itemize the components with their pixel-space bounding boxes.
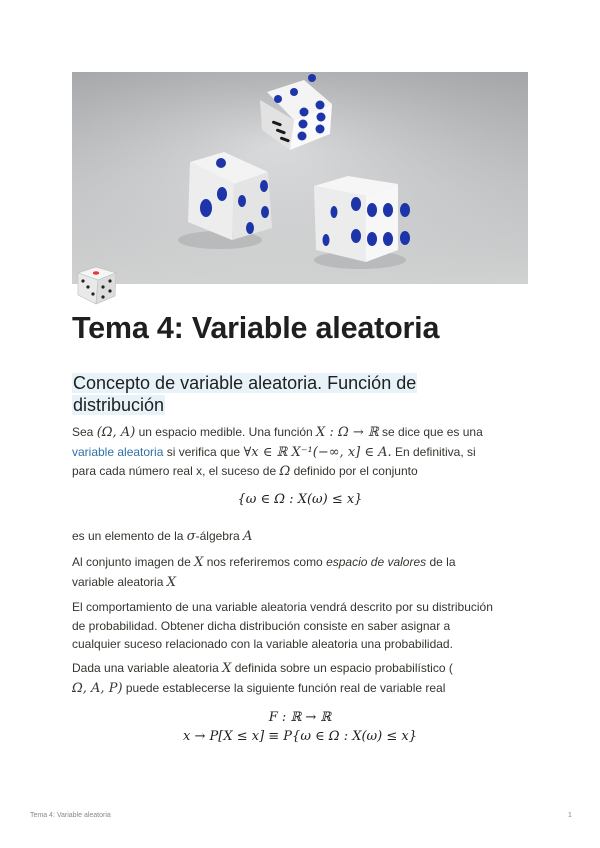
cover-image: [72, 72, 528, 284]
page-title: Tema 4: Variable aleatoria: [72, 311, 440, 345]
paragraph-sigma-algebra: es un elemento de la σ-álgebra A: [72, 529, 253, 544]
equation-function-signature: F : ℝ → ℝ: [268, 710, 332, 725]
die-right: [314, 176, 410, 262]
footer-page-number: 1: [568, 812, 572, 819]
paragraph-function-intro: Dada una variable aleatoria X definida sobre un espacio probabilístico ( Ω, A, P) puede establecerse la siguiente función real de variable real: [72, 661, 453, 696]
section-heading: Concepto de variable aleatoria. Función de distribución: [73, 373, 417, 415]
equation-event-set: {ω ∈ Ω : X(ω) ≤ x}: [237, 492, 363, 507]
footer-title: Tema 4: Variable aleatoria: [30, 812, 111, 819]
paragraph-value-space: Al conjunto imagen de X nos referiremos como espacio de valores de la variable aleatoria X: [72, 555, 456, 590]
variable-aleatoria-link[interactable]: variable aleatoria: [72, 444, 164, 459]
paragraph-definition: Sea (Ω, A) un espacio medible. Una función X : Ω → ℝ se dice que es una variable aleatoria si verifica que ∀x ∈ ℝ X⁻¹(−∞, x] ∈ A. En definitiva, si para cada número real x, el suceso de Ω definido por el conjunto: [72, 425, 483, 479]
paragraph-distribution: El comportamiento de una variable aleatoria vendrá descrito por su distribución de probabilidad. Obtener dicha distribución consiste en saber asignar a cualquier suceso relacionado con la variable aleatoria una probabilidad.: [72, 600, 493, 651]
equation-distribution-function: x → P[X ≤ x] ≡ P{ω ∈ Ω : X(ω) ≤ x}: [183, 729, 417, 744]
die-icon: [74, 263, 120, 307]
